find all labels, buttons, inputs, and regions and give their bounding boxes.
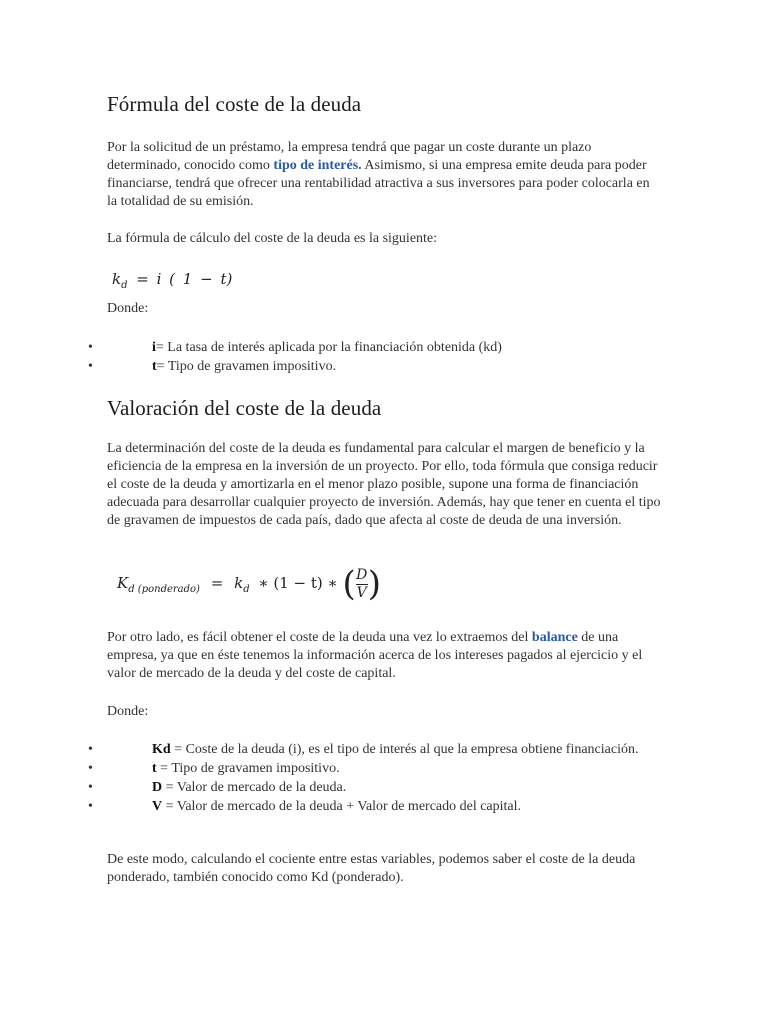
list-item: [88, 357, 688, 376]
bullet-icon: •: [88, 761, 93, 776]
formula-kd-expression: = i ( 1 − t): [136, 270, 233, 288]
variable-label: i: [152, 340, 156, 355]
paragraph-formula-intro: La fórmula de cálculo del coste de la deuda es la siguiente:: [107, 231, 438, 246]
formula-kd-subscript: d: [121, 280, 128, 291]
list-item: [88, 338, 688, 357]
formula-kd-symbol-2: k: [234, 574, 244, 592]
bullet-icon: •: [88, 780, 93, 795]
section-title-valoracion: Valoración del coste de la deuda: [107, 396, 382, 420]
fraction-numerator: D: [356, 566, 368, 583]
formula-kd-symbol: k: [112, 270, 122, 288]
bullet-icon: •: [88, 742, 93, 757]
bullet-icon: •: [88, 799, 93, 814]
variable-label: t: [152, 761, 157, 776]
formula-equals: =: [210, 574, 224, 592]
bullet-icon: •: [88, 340, 93, 355]
list-variables-2: [88, 740, 688, 816]
variable-label: V: [152, 799, 163, 814]
variable-description: = Coste de la deuda (i), es el tipo de interés al que la empresa obtiene financiación.: [170, 742, 639, 757]
paragraph-intro-text: Por la solicitud de un préstamo, la empresa tendrá que pagar un coste durante un plazo determinado, conocido como: [107, 140, 592, 173]
formula-kd-subscript-2: d: [243, 584, 250, 595]
paragraph-balance: [107, 629, 667, 683]
list-variables-1: [88, 338, 688, 376]
paragraph-conclusion: De este modo, calculando el cociente entre estas variables, podemos saber el coste de la deuda ponderado, también conocido como Kd (ponderado).: [107, 852, 636, 885]
variable-label: Kd: [152, 742, 171, 757]
bullet-icon: •: [88, 359, 93, 374]
formula-K-symbol: K: [117, 574, 129, 592]
label-donde-1: Donde:: [107, 301, 149, 316]
formula-K-subscript: d (ponderado): [128, 584, 200, 595]
link-tipo-de-interes[interactable]: tipo de interés.: [273, 158, 362, 173]
fraction-denominator: V: [356, 584, 367, 601]
paren-open-icon: (: [342, 564, 356, 604]
list-item: [88, 759, 688, 778]
section-title-formula: Fórmula del coste de la deuda: [107, 92, 362, 116]
formula-middle-terms: ∗ (1 − t) ∗: [258, 574, 338, 592]
list-item: [88, 740, 647, 759]
variable-description: = La tasa de interés aplicada por la financiación obtenida (kd): [155, 340, 502, 355]
variable-description: = Tipo de gravamen impositivo.: [156, 359, 337, 374]
list-item: [88, 797, 688, 816]
paragraph-balance-text-cont: de una empresa, ya que en éste tenemos la información acerca de los intereses pagados al ejercicio y el valor de mercado de la deuda y del coste de capital.: [107, 630, 643, 681]
formula-kd: [112, 270, 232, 291]
variable-description: = Valor de mercado de la deuda.: [162, 780, 347, 795]
paragraph-balance-text: Por otro lado, es fácil obtener el coste de la deuda una vez lo extraemos del: [107, 630, 532, 645]
variable-description: = Valor de mercado de la deuda + Valor de mercado del capital.: [162, 799, 522, 814]
paragraph-intro: [107, 139, 657, 211]
formula-kd-ponderado: [117, 564, 381, 604]
variable-label: t: [152, 359, 157, 374]
variable-label: D: [152, 780, 163, 795]
paren-close-icon: ): [367, 564, 381, 604]
label-donde-2: Donde:: [107, 704, 149, 719]
link-balance[interactable]: balance: [531, 630, 578, 645]
fraction-d-over-v: [356, 568, 368, 601]
paragraph-valoracion: La determinación del coste de la deuda es fundamental para calcular el margen de beneficio y la eficiencia de la empresa en la inversión de un proyecto. Por ello, toda fórmula que consiga reducir el coste de la deuda y amortizarla en el menor plazo posible, supone una forma de financiación adecuada para desarrollar cualquier proyecto de inversión. Además, hay que tener en cuenta el tipo de gravamen de impuestos de cada país, dado que afecta al coste de deuda de una inversión.: [107, 441, 661, 528]
paragraph-intro-text-cont: Asimismo, si una empresa emite deuda para poder financiarse, tendrá que ofrecer una rentabilidad atractiva a sus inversores para poder colocarla en la totalidad de su emisión.: [107, 158, 650, 209]
list-item: [88, 778, 688, 797]
variable-description: = Tipo de gravamen impositivo.: [156, 761, 340, 776]
